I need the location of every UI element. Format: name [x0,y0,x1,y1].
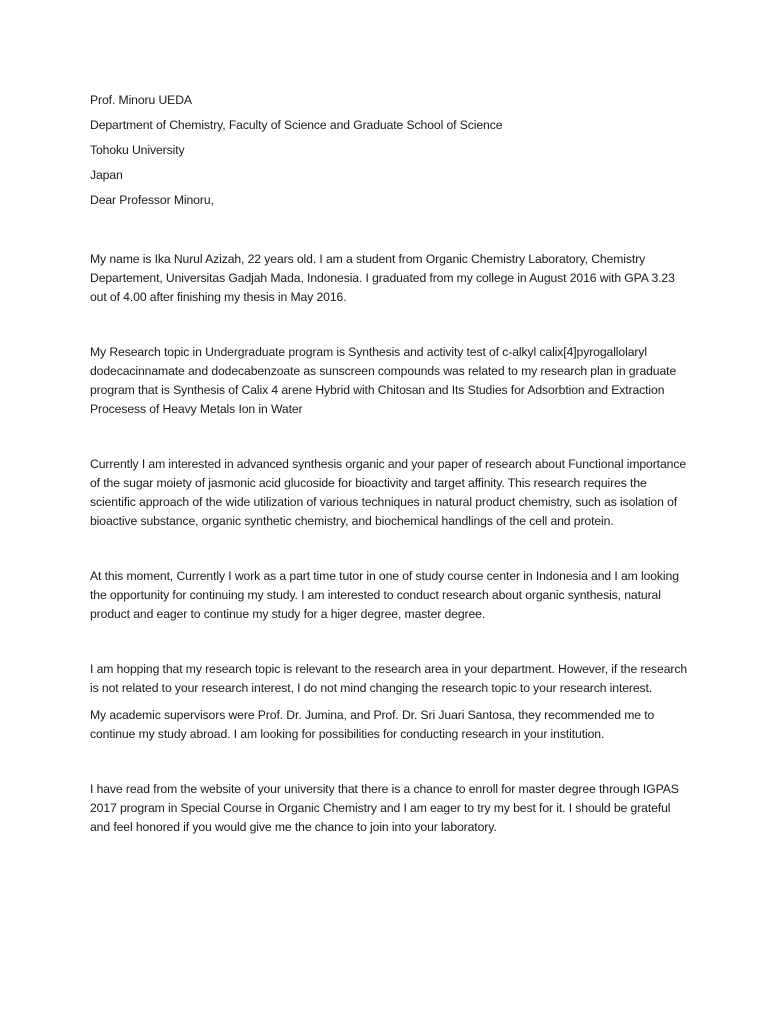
paragraph-relevance: I am hopping that my research topic is relevant to the research area in your department. However, if the research is not related to your research interest, I do not mind changing the research topic to your research interest. [90,662,688,695]
paragraph-supervisors: My academic supervisors were Prof. Dr. Jumina, and Prof. Dr. Sri Juari Santosa, they recommended me to continue my study abroad. I am looking for possibilities for conducting research in your institution. [90,708,655,741]
paragraph-closing: I have read from the website of your university that there is a chance to enroll for master degree through IGPAS 2017 program in Special Course in Organic Chemistry and I am eager to try my best for it. I should be grateful and feel honored if you would give me the chance to join into your laboratory. [90,782,679,834]
recipient-department: Department of Chemistry, Faculty of Science and Graduate School of Science [90,118,503,132]
paragraph-introduction: My name is Ika Nurul Azizah, 22 years old. I am a student from Organic Chemistry Laboratory, Chemistry Departement, Universitas Gadjah Mada, Indonesia. I graduated from my college in August 2016 with GPA 3.23 out of 4.00 after finishing my thesis in May 2016. [90,252,675,304]
recipient-country: Japan [90,168,123,182]
letter-body [90,91,690,837]
salutation: Dear Professor Minoru, [90,193,214,207]
recipient-name: Prof. Minoru UEDA [90,93,192,107]
paragraph-research-topic: My Research topic in Undergraduate program is Synthesis and activity test of c-alkyl calix[4]pyrogallolaryl dodecacinnamate and dodecabenzoate as sunscreen compounds was related to my research plan in graduate program that is Synthesis of Calix 4 arene Hybrid with Chitosan and Its Studies for Adsorbtion and Extraction Procesess of Heavy Metals Ion in Water [90,345,677,416]
paragraph-current-work: At this moment, Currently I work as a part time tutor in one of study course center in Indonesia and I am looking the opportunity for continuing my study. I am interested to conduct research about organic synthesis, natural product and eager to continue my study for a higer degree, master degree. [90,569,679,621]
recipient-university: Tohoku University [90,143,185,157]
paragraph-interest: Currently I am interested in advanced synthesis organic and your paper of research about Functional importance of the sugar moiety of jasmonic acid glucoside for bioactivity and target affinity. This research requires the scientific approach of the wide utilization of various techniques in natural product chemistry, such as isolation of bioactive substance, organic synthetic chemistry, and biochemical handlings of the cell and protein. [90,457,687,528]
